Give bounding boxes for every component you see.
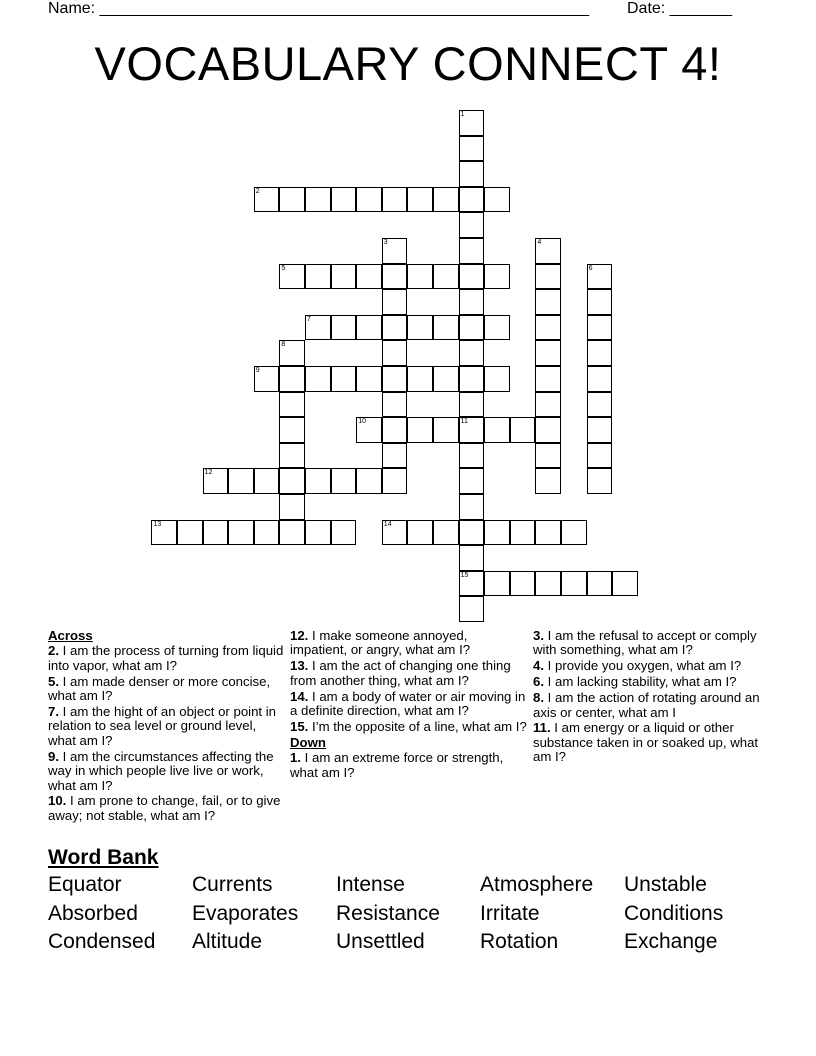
crossword-cell[interactable] [382, 392, 408, 418]
crossword-cell[interactable] [382, 520, 408, 546]
crossword-cell[interactable] [254, 366, 280, 392]
clue-across-9 [48, 750, 286, 793]
cell-number: 10 [358, 418, 366, 426]
crossword-cell[interactable] [356, 468, 382, 494]
clue-across-15 [290, 720, 528, 734]
crossword-cell[interactable] [305, 264, 331, 290]
crossword-cell[interactable] [407, 366, 433, 392]
clue-number: 15. [290, 718, 309, 734]
clue-number: 8. [533, 690, 544, 706]
clue-text: I’m the opposite of a line, what am I? [312, 718, 527, 734]
crossword-cell[interactable] [279, 417, 305, 443]
clue-text: I am the process of turning from liquid into vapor, what am I? [48, 643, 284, 673]
crossword-cell[interactable] [331, 468, 357, 494]
crossword-cell[interactable] [587, 264, 613, 290]
word-bank-word: Altitude [192, 930, 263, 953]
crossword-cell[interactable] [535, 264, 561, 290]
clues-column-2 [290, 629, 528, 782]
clue-across-10 [48, 794, 286, 823]
crossword-cell[interactable] [254, 468, 280, 494]
crossword-cell[interactable] [279, 187, 305, 213]
word-bank-word: Irritate [480, 902, 540, 925]
crossword-cell[interactable] [279, 494, 305, 520]
crossword-cell[interactable] [459, 494, 485, 520]
crossword-cell[interactable] [459, 545, 485, 571]
crossword-cell[interactable] [587, 571, 613, 597]
clue-text: I am the action of rotating around an axis or center, what am I [533, 690, 760, 720]
crossword-cell[interactable] [382, 289, 408, 315]
clue-number: 9. [48, 748, 59, 764]
clue-down-4 [533, 659, 771, 673]
crossword-cell[interactable] [433, 315, 459, 341]
crossword-cell[interactable] [254, 187, 280, 213]
cell-number: 14 [383, 520, 392, 528]
crossword-cell[interactable] [587, 315, 613, 341]
cell-number: 12 [204, 469, 213, 477]
clue-text: I am prone to change, fail, or to give away; not stable, what am I? [48, 793, 281, 823]
crossword-cell[interactable] [433, 187, 459, 213]
name-line[interactable]: Name: _______________________________________________________ [48, 0, 589, 17]
crossword-cell[interactable] [459, 443, 485, 469]
crossword-cell[interactable] [612, 571, 638, 597]
crossword-cell[interactable] [331, 187, 357, 213]
crossword-cell[interactable] [382, 238, 408, 264]
word-bank-word: Unstable [624, 873, 707, 896]
clue-text: I am energy or a liquid or other substance taken in or soaked up, what am I? [533, 720, 759, 765]
word-bank-word: Exchange [624, 930, 718, 953]
crossword-cell[interactable] [484, 264, 510, 290]
crossword-cell[interactable] [433, 417, 459, 443]
crossword-cell[interactable] [587, 468, 613, 494]
crossword-cell[interactable] [510, 520, 536, 546]
crossword-cell[interactable] [587, 443, 613, 469]
clue-across-7 [48, 705, 286, 748]
crossword-cell[interactable] [459, 238, 485, 264]
crossword-cell[interactable] [459, 392, 485, 418]
cell-number: 8 [281, 341, 286, 349]
crossword-cell[interactable] [382, 468, 408, 494]
clue-number: 2. [48, 643, 59, 659]
clue-number: 13. [290, 658, 309, 674]
word-bank-word: Rotation [480, 930, 559, 953]
crossword-cell[interactable] [510, 571, 536, 597]
crossword-cell[interactable] [459, 315, 485, 341]
crossword-cell[interactable] [407, 417, 433, 443]
page-title: VOCABULARY CONNECT 4! [94, 37, 722, 90]
clue-number: 11. [533, 720, 551, 736]
crossword-cell[interactable] [331, 366, 357, 392]
crossword-cell[interactable] [484, 520, 510, 546]
crossword-cell[interactable] [484, 315, 510, 341]
crossword-cell[interactable] [535, 366, 561, 392]
crossword-cell[interactable] [279, 264, 305, 290]
crossword-cell[interactable] [561, 571, 587, 597]
clue-down-11 [533, 721, 771, 764]
clue-down-8 [533, 691, 771, 720]
crossword-cell[interactable] [587, 366, 613, 392]
clue-across-14 [290, 690, 528, 719]
crossword-cell[interactable] [459, 110, 485, 136]
clue-text: I am lacking stability, what am I? [547, 674, 737, 690]
cell-number: 4 [537, 239, 542, 246]
across-heading: Across [48, 628, 93, 643]
clue-across-2 [48, 644, 286, 673]
clue-across-12 [290, 629, 528, 658]
clue-text: I am made denser or more concise, what am I? [48, 673, 271, 704]
word-bank-word: Unsettled [336, 930, 425, 953]
clue-number: 14. [290, 688, 309, 704]
word-bank-word: Intense [336, 873, 405, 896]
crossword-cell[interactable] [535, 238, 561, 264]
crossword-cell[interactable] [331, 264, 357, 290]
crossword-cell[interactable] [331, 520, 357, 546]
crossword-cell[interactable] [459, 571, 485, 597]
crossword-cell[interactable] [356, 366, 382, 392]
clue-down-3 [533, 629, 771, 658]
clue-text: I am an extreme force or strength, what am I? [290, 750, 504, 780]
crossword-cell[interactable] [382, 366, 408, 392]
clue-down-6 [533, 675, 771, 689]
clue-text: I provide you oxygen, what am I? [547, 658, 742, 674]
crossword-cell[interactable] [535, 571, 561, 597]
cell-number: 13 [153, 520, 162, 528]
clue-text: I am the refusal to accept or comply with something, what am I? [533, 628, 757, 658]
word-bank-word: Evaporates [192, 902, 299, 925]
crossword-cell[interactable] [407, 520, 433, 546]
crossword-cell[interactable] [279, 468, 305, 494]
crossword-cell[interactable] [535, 340, 561, 366]
crossword-cell[interactable] [535, 315, 561, 341]
down-heading: Down [290, 734, 326, 750]
crossword-cell[interactable] [407, 187, 433, 213]
crossword-cell[interactable] [279, 520, 305, 546]
word-bank-word: Absorbed [48, 902, 138, 925]
crossword-cell[interactable] [510, 417, 536, 443]
crossword-cell[interactable] [356, 187, 382, 213]
crossword-cell[interactable] [587, 340, 613, 366]
crossword-cell[interactable] [305, 520, 331, 546]
word-bank-word: Resistance [336, 902, 440, 925]
crossword-cell[interactable] [407, 315, 433, 341]
clue-text: I make someone annoyed, impatient, or angry, what am I? [290, 628, 471, 658]
crossword-cell[interactable] [356, 264, 382, 290]
crossword-cell[interactable] [459, 596, 485, 622]
cell-number: 15 [460, 571, 469, 579]
word-bank-word: Conditions [624, 902, 724, 925]
cell-number: 5 [281, 264, 286, 272]
clue-number: 10. [48, 793, 67, 809]
crossword-cell[interactable] [484, 417, 510, 443]
cell-number: 11 [460, 418, 468, 426]
crossword-cell[interactable] [305, 187, 331, 213]
crossword-cell[interactable] [459, 187, 485, 213]
crossword-cell[interactable] [305, 315, 331, 341]
clue-across-5 [48, 675, 286, 704]
crossword-cell[interactable] [459, 340, 485, 366]
crossword-cell[interactable] [459, 289, 485, 315]
crossword-cell[interactable] [535, 443, 561, 469]
cell-number: 6 [588, 264, 593, 272]
crossword-cell[interactable] [459, 212, 485, 238]
clues-column-3 [533, 629, 771, 766]
crossword-cell[interactable] [305, 366, 331, 392]
crossword-cell[interactable] [433, 264, 459, 290]
clue-text: I am a body of water or air moving in a definite direction, what am I? [290, 688, 526, 719]
cell-number: 7 [307, 315, 311, 323]
crossword-cell[interactable] [535, 392, 561, 418]
word-bank-heading: Word Bank [48, 846, 159, 869]
crossword-cell[interactable] [382, 187, 408, 213]
date-line[interactable]: Date: _______ [627, 0, 732, 17]
cell-number: 3 [383, 239, 388, 246]
word-bank-word: Atmosphere [480, 873, 594, 896]
crossword-cell[interactable] [177, 520, 203, 546]
crossword-cell[interactable] [459, 520, 485, 546]
crossword-cell[interactable] [484, 366, 510, 392]
crossword-cell[interactable] [356, 315, 382, 341]
clue-text: I am the hight of an object or point in relation to sea level or ground level, what am I? [48, 704, 277, 748]
crossword-cell[interactable] [459, 468, 485, 494]
crossword-cell[interactable] [356, 417, 382, 443]
crossword-cell[interactable] [484, 571, 510, 597]
crossword-cell[interactable] [151, 520, 177, 546]
crossword-cell[interactable] [279, 392, 305, 418]
crossword-cell[interactable] [203, 520, 229, 546]
crossword-cell[interactable] [459, 417, 485, 443]
word-bank-word: Currents [192, 873, 273, 896]
crossword-cell[interactable] [459, 136, 485, 162]
crossword-cell[interactable] [305, 468, 331, 494]
crossword-cell[interactable] [382, 315, 408, 341]
clue-number: 7. [48, 704, 59, 720]
crossword-cell[interactable] [459, 161, 485, 187]
crossword-cell[interactable] [382, 340, 408, 366]
crossword-cell[interactable] [433, 366, 459, 392]
crossword-cell[interactable] [279, 340, 305, 366]
clue-number: 3. [533, 628, 544, 643]
crossword-cell[interactable] [484, 187, 510, 213]
crossword-cell[interactable] [561, 520, 587, 546]
crossword-cell[interactable] [382, 264, 408, 290]
crossword-cell[interactable] [228, 520, 254, 546]
crossword-cell[interactable] [459, 264, 485, 290]
crossword-cell[interactable] [254, 520, 280, 546]
crossword-cell[interactable] [279, 443, 305, 469]
word-bank-word: Equator [48, 873, 122, 896]
clue-number: 4. [533, 658, 544, 674]
crossword-cell[interactable] [535, 417, 561, 443]
clue-text: I am the circumstances affecting the way in which people live live or work, what am I? [48, 748, 274, 793]
clue-across-13 [290, 659, 528, 688]
crossword-cell[interactable] [587, 392, 613, 418]
crossword-cell[interactable] [535, 468, 561, 494]
crossword-cell[interactable] [433, 520, 459, 546]
cell-number: 2 [255, 187, 260, 195]
crossword-cell[interactable] [459, 366, 485, 392]
crossword-cell[interactable] [587, 417, 613, 443]
clues-column-1 [48, 629, 286, 825]
cell-number: 9 [255, 367, 260, 374]
clue-down-1 [290, 751, 528, 780]
crossword-cell[interactable] [587, 289, 613, 315]
clue-number: 6. [533, 674, 544, 690]
cell-number: 1 [460, 111, 465, 118]
crossword-cell[interactable] [331, 315, 357, 341]
crossword-cell[interactable] [407, 264, 433, 290]
clue-text: I am the act of changing one thing from another thing, what am I? [290, 658, 511, 688]
crossword-cell[interactable] [228, 468, 254, 494]
crossword-cell[interactable] [382, 417, 408, 443]
crossword-cell[interactable] [535, 289, 561, 315]
crossword-cell[interactable] [535, 520, 561, 546]
clue-number: 1. [290, 750, 301, 766]
crossword-cell[interactable] [279, 366, 305, 392]
clue-number: 12. [290, 628, 309, 643]
crossword-cell[interactable] [203, 468, 229, 494]
word-bank-word: Condensed [48, 930, 156, 953]
clue-number: 5. [48, 673, 59, 689]
crossword-cell[interactable] [382, 443, 408, 469]
